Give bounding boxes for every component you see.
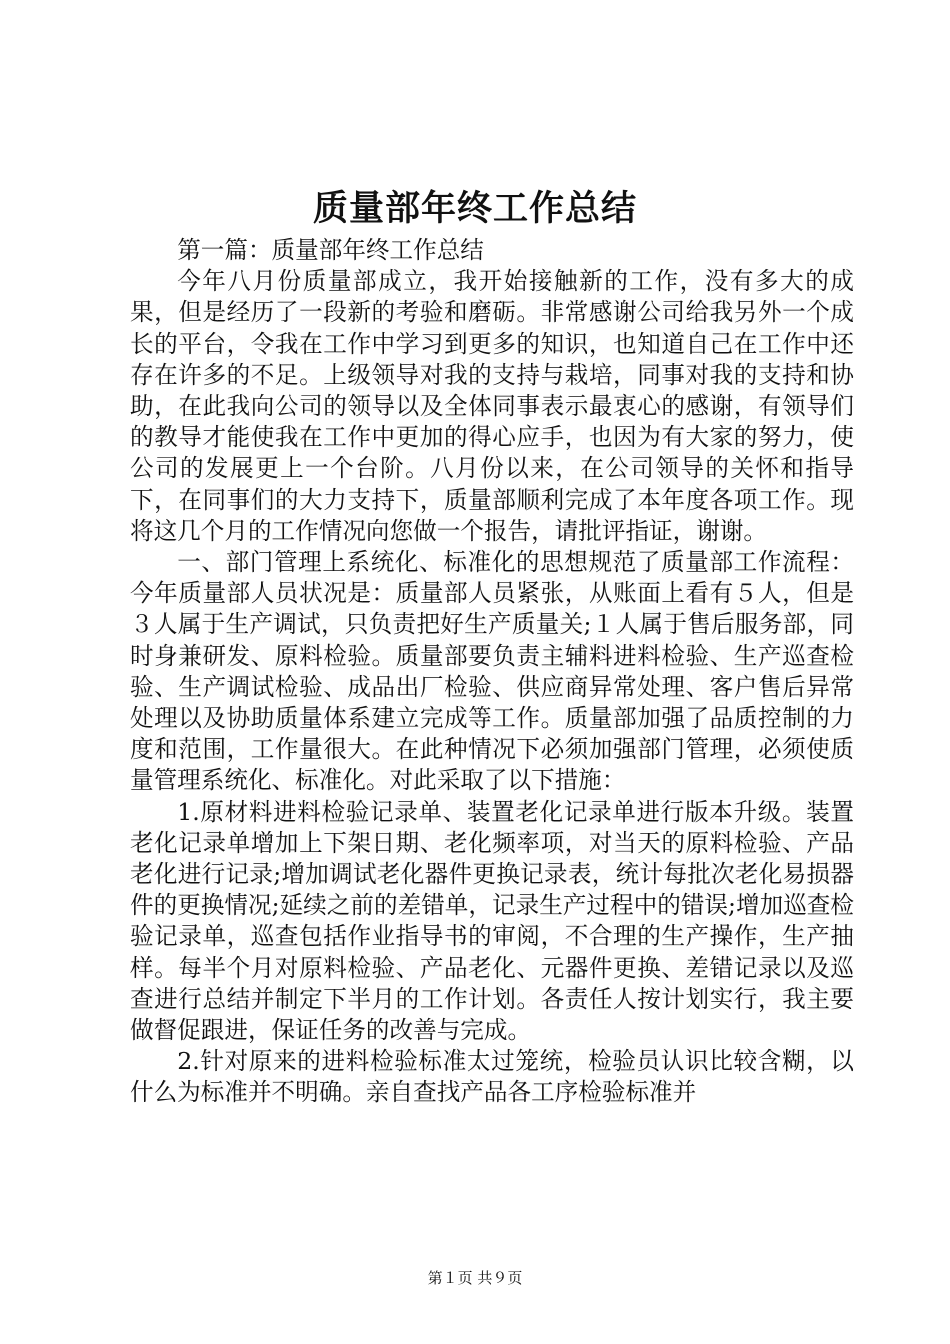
document-title: 质量部年终工作总结 xyxy=(312,188,637,229)
paragraph-item-two: 2.针对原来的进料检验标准太过笼统，检验员认识比较含糊，以什么为标准并不明确。亲自查找产品各工序检验标准并 xyxy=(130,1047,854,1107)
paragraph-section-one: 一、部门管理上系统化、标准化的思想规范了质量部工作流程：今年质量部人员状况是：质量部人员紧张，从账面上看有５人，但是３人属于生产调试，只负责把好生产质量关;１人属于售后服务部，同时身兼研发、原料检验。质量部要负责主辅料进料检验、生产巡查检验、生产调试检验、成品出厂检验、供应商异常处理、客户售后异常处理以及协助质量体系建立完成等工作。质量部加强了品质控制的力度和范围，工作量很大。在此种情况下必须加强部门管理，必须使质量管理系统化、标准化。对此采取了以下措施： xyxy=(130,548,854,795)
paragraph-intro: 今年八月份质量部成立，我开始接触新的工作，没有多大的成果，但是经历了一段新的考验和磨砺。非常感谢公司给我另外一个成长的平台，令我在工作中学习到更多的知识，也知道自己在工作中还存在许多的不足。上级领导对我的支持与栽培，同事对我的支持和协助，在此我向公司的领导以及全体同事表示最衷心的感谢，有领导们的教导才能使我在工作中更加的得心应手，也因为有大家的努力，使公司的发展更上一个台阶。八月份以来，在公司领导的关怀和指导下，在同事们的大力支持下，质量部顺利完成了本年度各项工作。现将这几个月的工作情况向您做一个报告，请批评指证，谢谢。 xyxy=(130,267,854,545)
page-number-footer: 第１页 共９页 xyxy=(427,1269,523,1287)
section-heading: 第一篇：质量部年终工作总结 xyxy=(177,236,484,264)
document-body xyxy=(130,235,854,1109)
paragraph-item-one: 1.原材料进料检验记录单、装置老化记录单进行版本升级。装置老化记录单增加上下架日期、老化频率项，对当天的原料检验、产品老化进行记录;增加调试老化器件更换记录表，统计每批次老化易损器件的更换情况;延续之前的差错单，记录生产过程中的错误;增加巡查检验记录单，巡查包括作业指导书的审阅，不合理的生产操作，生产抽样。每半个月对原料检验、产品老化、元器件更换、差错记录以及巡查进行总结并制定下半月的工作计划。各责任人按计划实行，我主要做督促跟进，保证任务的改善与完成。 xyxy=(130,797,854,1045)
